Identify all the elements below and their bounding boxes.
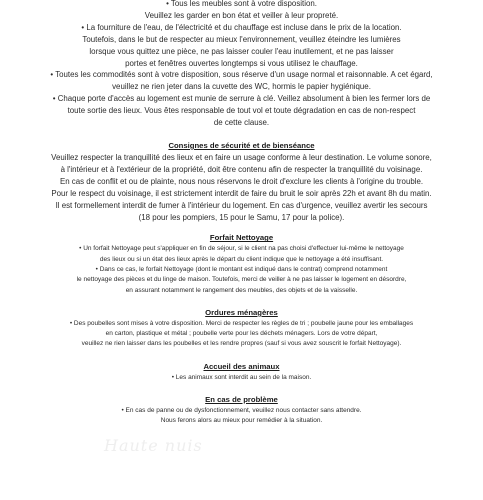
rule-line: • Chaque porte d'accès au logement est munie de serrure à clé. Veillez absolument à bien les fermer lors de: [52, 94, 431, 104]
rule-line: portes et fenêtres ouvertes longtemps si vous utilisez le chauffage.: [125, 58, 358, 68]
rule-line: • La fourniture de l'eau, de l'électricité et du chauffage est incluse dans le prix de la location.: [81, 22, 402, 32]
rule-line: • Toutes les commodités sont à votre disposition, sous réserve d'un usage normal et raisonnable. A cet égard,: [50, 70, 433, 80]
rule-line: en carton, plastique et métal ; poubelle verte pour les déchets ménagers. Lors de votre départ,: [105, 330, 378, 338]
watermark: Haute nuis: [104, 436, 203, 455]
rule-line: veuillez ne rien laisser dans les poubelles et les rendre propres (sauf si vous avez souscrit le forfait Nettoyage).: [81, 340, 402, 348]
rule-line: des lieux ou si un état des lieux après le départ du client indique que le nettoyage a été insuffisant.: [99, 255, 384, 263]
section-probleme: [0, 394, 483, 427]
rule-line: • Dans ce cas, le forfait Nettoyage (dont le montant est indiqué dans le contrat) comprend notamment: [95, 266, 388, 273]
rule-line: lorsque vous quittez une pièce, ne pas laisser couler l'eau inutilement, et ne pas laisser: [89, 46, 394, 56]
section-heading: Accueil des animaux: [203, 361, 280, 371]
section-nettoyage: [0, 232, 483, 295]
rule-line: Toutefois, dans le but de respecter au mieux l'environnement, veuillez éteindre les lumières: [82, 34, 401, 44]
rule-line: • Les animaux sont interdit au sein de la maison.: [171, 373, 312, 381]
section-heading: En cas de problème: [205, 395, 278, 405]
section-securite: [0, 140, 483, 223]
rule-line: (18 pour les pompiers, 15 pour le Samu, 17 pour la police).: [138, 212, 345, 222]
rule-line: Veuillez respecter la tranquillité des lieux et en faire un usage conforme à leur destination. Le volume sonore,: [51, 152, 432, 162]
rule-line: • Des poubelles sont mises à votre disposition. Merci de respecter les règles de tri ; poubelle jaune pour les emballages: [69, 319, 414, 327]
section-ordures: [0, 307, 483, 350]
rule-line: Veuillez les garder en bon état et veiller à leur propreté.: [144, 10, 339, 20]
rule-line: le nettoyage des pièces et du linge de maison. Toutefois, merci de veiller à ne pas laisser le logement en désordre,: [76, 276, 407, 284]
section-general: [0, 0, 483, 129]
rule-line: Nous ferons alors au mieux pour remédier à la situation.: [160, 417, 323, 425]
rule-line: En cas de conflit et ou de plainte, nous nous réservons le droit d'exclure les clients à l'origine du trouble.: [59, 176, 424, 186]
rule-line: en assurant notamment le rangement des meubles, des objets et de la vaisselle.: [125, 286, 358, 294]
rule-line: • Tous les meubles sont à votre disposition.: [166, 0, 317, 8]
rule-line: Il est formellement interdit de fumer à l'intérieur du logement. En cas d'urgence, veuillez avertir les secours: [55, 200, 428, 210]
section-heading: Consignes de sécurité et de bienséance: [168, 140, 315, 150]
section-animaux: [0, 361, 483, 383]
rule-line: de cette clause.: [213, 118, 270, 128]
section-heading: Ordures ménagères: [205, 307, 278, 317]
rule-line: • En cas de panne ou de dysfonctionnement, veuillez nous contacter sans attendre.: [121, 407, 362, 415]
rule-line: à l'intérieur et à l'extérieur de la propriété, doit être contenu afin de respecter la tranquillité du voisinage.: [60, 164, 423, 174]
rule-line: toute sortie des lieux. Vous êtes responsable de tout vol et toute dégradation en cas de non-respect: [67, 106, 416, 116]
rule-line: Pour le respect du voisinage, il est strictement interdit de faire du bruit le soir après 22h et avant 8h du matin.: [51, 188, 432, 198]
rule-line: • Un forfait Nettoyage peut s'appliquer en fin de séjour, si le client na pas choisi d'effectuer lui-même le nettoyage: [79, 245, 404, 253]
rule-line: veuillez ne rien jeter dans la cuvette des WC, hormis le papier hygiénique.: [112, 82, 371, 92]
section-heading: Forfait Nettoyage: [209, 233, 274, 243]
